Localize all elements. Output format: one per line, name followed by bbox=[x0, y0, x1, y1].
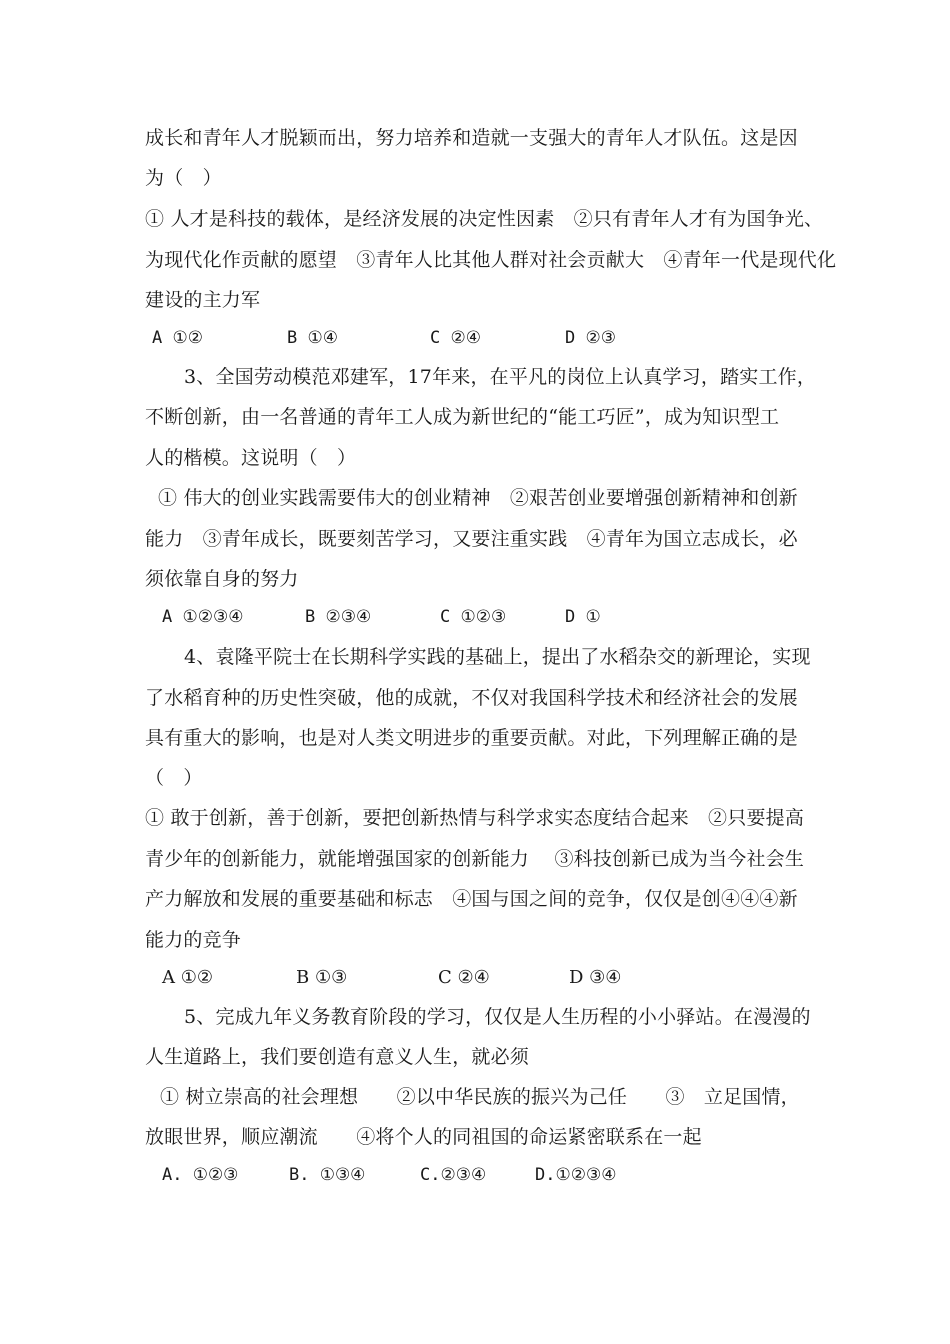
question-4-line-2: 了水稻育种的历史性突破，他的成就，不仅对我国科学技术和经济社会的发展 bbox=[145, 687, 798, 709]
question-4-option-c: C ②④ bbox=[438, 967, 490, 988]
question-2-option-b: B ①④ bbox=[287, 328, 338, 348]
question-4-option-d: D ③④ bbox=[569, 967, 622, 988]
question-4-line-6: 青少年的创新能力，就能增强国家的创新能力 ③科技创新已成为当今社会生 bbox=[145, 848, 805, 870]
question-3-line-5: 能力 ③青年成长，既要刻苦学习，又要注重实践 ④青年为国立志成长，必 bbox=[145, 528, 798, 550]
question-5-line-1: 5、完成九年义务教育阶段的学习，仅仅是人生历程的小小驿站。在漫漫的 bbox=[184, 1006, 811, 1028]
question-3-option-c: C ①②③ bbox=[440, 607, 507, 627]
question-3-line-1: 3、全国劳动模范邓建军，17年来，在平凡的岗位上认真学习，踏实工作， bbox=[184, 366, 817, 388]
question-4-option-b: B ①③ bbox=[296, 967, 348, 988]
question-4-line-5: ① 敢于创新，善于创新，要把创新热情与科学求实态度结合起来 ②只要提高 bbox=[145, 807, 805, 829]
question-5-option-a: A. ①②③ bbox=[162, 1165, 239, 1185]
question-2-line-3: ① 人才是科技的载体，是经济发展的决定性因素 ②只有青年人才有为国争光、 bbox=[145, 208, 824, 230]
question-4-option-a: A ①② bbox=[162, 967, 213, 988]
question-5-line-2: 人生道路上，我们要创造有意义人生，就必须 bbox=[145, 1046, 530, 1068]
question-5-option-c: C.②③④ bbox=[420, 1165, 487, 1185]
question-3-option-a: A ①②③④ bbox=[162, 607, 244, 627]
question-2-option-a: A ①② bbox=[152, 328, 203, 348]
question-2-option-c: C ②④ bbox=[430, 328, 481, 348]
question-2-line-5: 建设的主力军 bbox=[145, 289, 261, 311]
question-4-line-4: （ ） bbox=[145, 767, 203, 789]
question-3-option-d: D ① bbox=[565, 607, 601, 627]
question-3-option-b: B ②③④ bbox=[305, 607, 372, 627]
question-5-option-d: D.①②③④ bbox=[535, 1165, 617, 1185]
question-4-line-1: 4、袁隆平院士在长期科学实践的基础上，提出了水稻杂交的新理论，实现 bbox=[184, 646, 811, 668]
question-3-line-2: 不断创新，由一名普通的青年工人成为新世纪的“能工巧匠”，成为知识型工 bbox=[145, 406, 780, 428]
question-4-line-7: 产力解放和发展的重要基础和标志 ④国与国之间的竞争，仅仅是创④④④新 bbox=[145, 888, 798, 910]
question-5-line-4: 放眼世界，顺应潮流 ④将个人的同祖国的命运紧密联系在一起 bbox=[145, 1126, 702, 1148]
question-4-line-8: 能力的竞争 bbox=[145, 929, 242, 951]
question-2-line-4: 为现代化作贡献的愿望 ③青年人比其他人群对社会贡献大 ④青年一代是现代化 bbox=[145, 249, 837, 271]
question-2-line-2: 为（ ） bbox=[145, 167, 222, 189]
question-5-line-3: ① 树立崇高的社会理想 ②以中华民族的振兴为己任 ③ 立足国情， bbox=[160, 1086, 800, 1108]
question-3-line-6: 须依靠自身的努力 bbox=[145, 568, 299, 590]
question-3-line-3: 人的楷模。这说明（ ） bbox=[145, 447, 357, 469]
question-2-line-1: 成长和青年人才脱颖而出，努力培养和造就一支强大的青年人才队伍。这是因 bbox=[145, 127, 798, 149]
question-3-line-4: ① 伟大的创业实践需要伟大的创业精神 ②艰苦创业要增强创新精神和创新 bbox=[158, 487, 798, 509]
question-4-line-3: 具有重大的影响，也是对人类文明进步的重要贡献。对此，下列理解正确的是 bbox=[145, 727, 798, 749]
question-5-option-b: B. ①③④ bbox=[289, 1165, 366, 1185]
question-2-option-d: D ②③ bbox=[565, 328, 616, 348]
